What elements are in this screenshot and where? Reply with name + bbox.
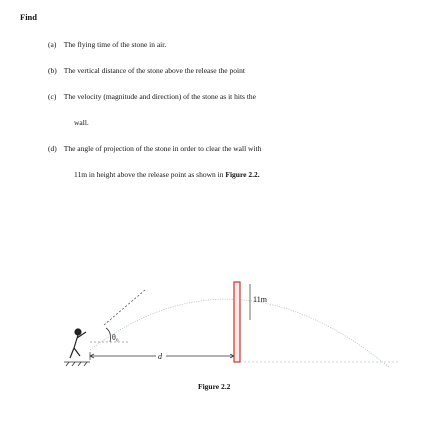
item-c-continuation: wall. bbox=[74, 118, 89, 127]
item-text-a: The flying time of the stone in air. bbox=[63, 40, 167, 49]
item-marker-d: (d) bbox=[48, 144, 57, 153]
thrower-figure bbox=[70, 329, 86, 358]
figure-svg bbox=[60, 280, 400, 370]
item-text-c: The velocity (magnitude and direction) of the stone as it hits the bbox=[63, 92, 256, 101]
question-item-a bbox=[48, 40, 418, 50]
angle-arc bbox=[106, 328, 111, 342]
projectile-figure bbox=[60, 280, 400, 370]
question-item-d bbox=[48, 144, 418, 154]
item-marker-c: (c) bbox=[48, 92, 57, 101]
item-text-b: The vertical distance of the stone above the release the point bbox=[63, 66, 245, 75]
find-heading: Find bbox=[20, 12, 38, 22]
question-item-b bbox=[48, 66, 418, 76]
launch-direction-line bbox=[104, 290, 145, 325]
item-d-continuation bbox=[74, 170, 260, 179]
item-text-d: The angle of projection of the stone in order to clear the wall with bbox=[63, 144, 262, 153]
figure-caption: Figure 2.2 bbox=[198, 382, 231, 391]
ground-hatch bbox=[64, 362, 90, 366]
distance-label: d bbox=[158, 352, 162, 361]
item-marker-a: (a) bbox=[48, 40, 57, 49]
item-marker-b: (b) bbox=[48, 66, 57, 75]
wall bbox=[234, 282, 240, 362]
question-item-c bbox=[48, 92, 418, 102]
item-d-continuation-text: 11m in height above the release point as shown in bbox=[74, 170, 226, 179]
theta-label: θ₀ bbox=[112, 333, 119, 342]
figure-reference: Figure 2.2. bbox=[225, 170, 260, 179]
height-label: 11m bbox=[253, 295, 267, 304]
